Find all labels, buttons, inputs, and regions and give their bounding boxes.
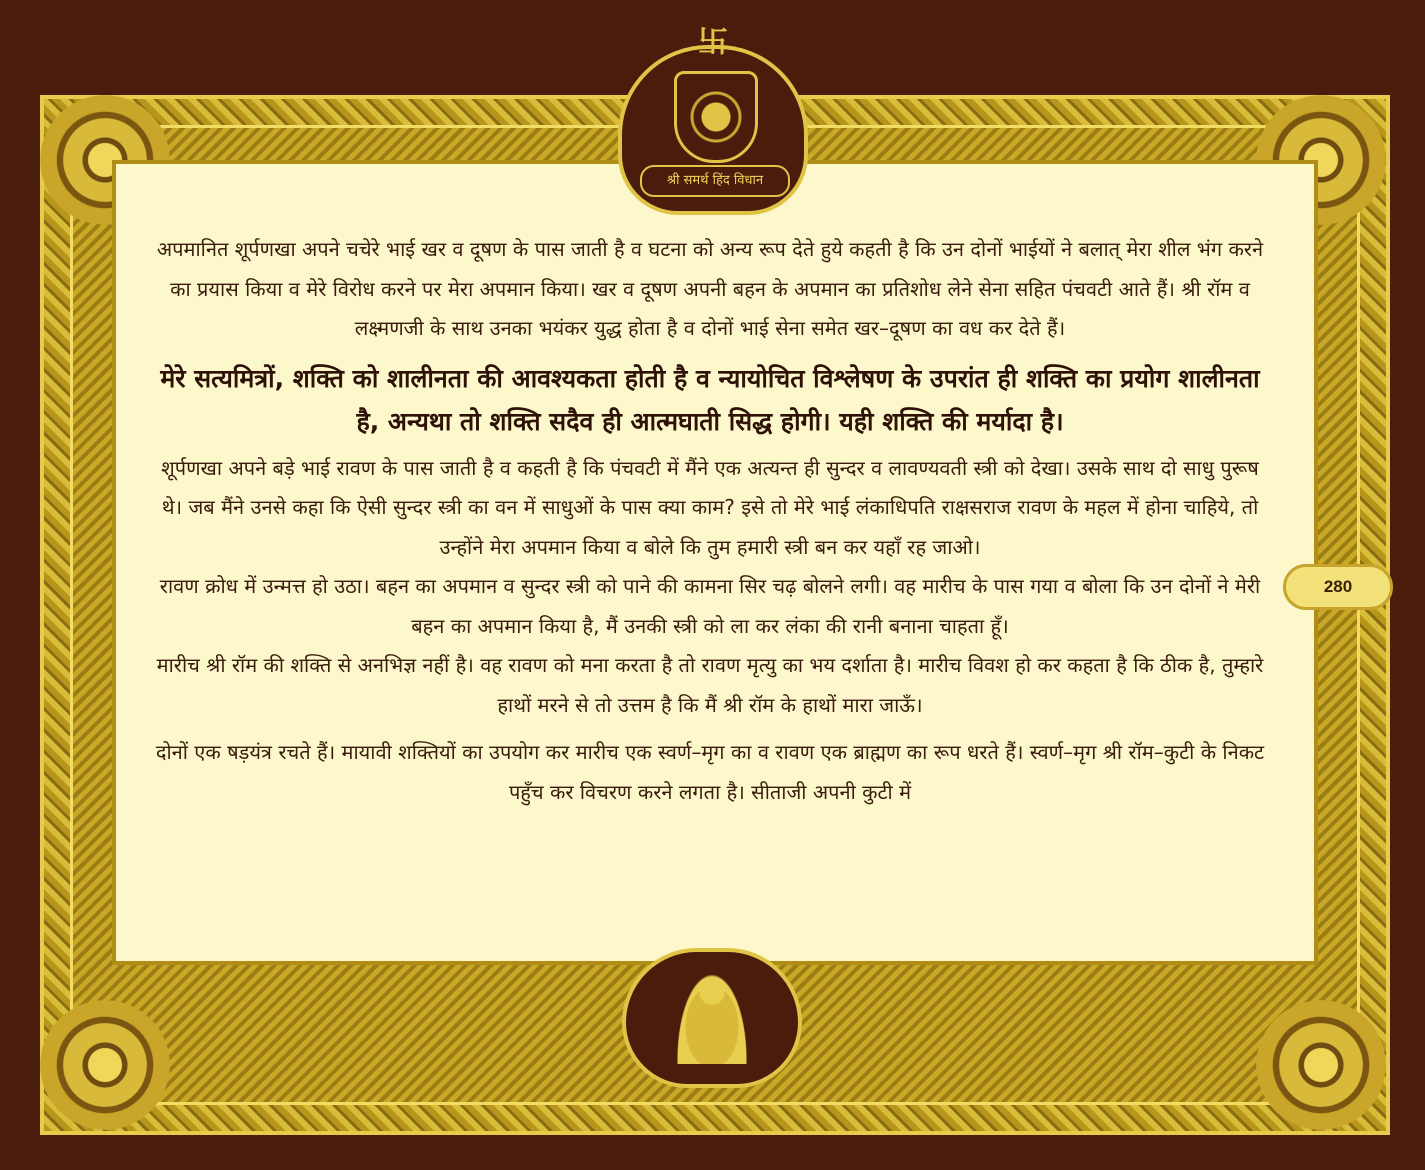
page-content	[150, 230, 1270, 812]
emblem-crest	[618, 25, 808, 215]
corner-ornament-bottom-left	[40, 1000, 170, 1130]
highlight-quote: मेरे सत्यमित्रों, शक्ति को शालीनता की आवश्यकता होती है व न्यायोचित विश्लेषण के उपरांत ही शक्ति का प्रयोग शालीनता है, अन्यथा तो शक्ति सदैव ही आत्मघाती सिद्ध होगी। यही शक्ति की मर्यादा है।	[160, 363, 1260, 436]
shield-icon	[674, 71, 758, 163]
paragraph-1: अपमानित शूर्पणखा अपने चचेरे भाई खर व दूषण के पास जाती है व घटना को अन्य रूप देते हुये कहती है कि उन दोनों भाईयों ने बलात् मेरा शील भंग करने का प्रयास किया व मेरे विरोध करने पर मेरा अपमान किया। खर व दूषण अपनी बहन के अपमान का प्रतिशोध लेने सेना सहित पंचवटी आते हैं। श्री रॉम व लक्ष्मणजी के साथ उनका भयंकर युद्ध होता है व दोनों भाई सेना समेत खर–दूषण का वध कर देते हैं।	[156, 237, 1264, 340]
paragraph-3: रावण क्रोध में उन्मत्त हो उठा। बहन का अपमान व सुन्दर स्त्री को पाने की कामना सिर चढ़ बोलने लगी। वह मारीच के पास गया व बोला कि उन दोनों ने मेरी बहन का अपमान किया है, मैं उनकी स्त्री को ला कर लंका की रानी बनाना चाहता हूँ।	[159, 574, 1261, 638]
swastika-icon: 卐	[698, 25, 728, 60]
emblem-ribbon-text: श्री समर्थ हिंद विधान	[640, 165, 790, 197]
corner-ornament-bottom-right	[1256, 1000, 1386, 1130]
page-number-badge: 280	[1283, 564, 1393, 610]
bottom-medallion	[622, 948, 802, 1088]
paragraph-4: मारीच श्री रॉम की शक्ति से अनभिज्ञ नहीं है। वह रावण को मना करता है तो रावण मृत्यु का भय दर्शाता है। मारीच विवश हो कर कहता है कि ठीक है, तुम्हारे हाथों मरने से तो उत्तम है कि मैं श्री रॉम के हाथों मारा जाऊँ।	[156, 653, 1264, 717]
lotus-figure-icon	[676, 972, 748, 1064]
paragraph-5: दोनों एक षड़यंत्र रचते हैं। मायावी शक्तियों का उपयोग कर मारीच एक स्वर्ण–मृग का व रावण एक ब्राह्मण का रूप धरते हैं। स्वर्ण–मृग श्री रॉम–कुटी के निकट पहुँच कर विचरण करने लगता है। सीताजी अपनी कुटी में	[155, 740, 1265, 804]
paragraph-2: शूर्पणखा अपने बड़े भाई रावण के पास जाती है व कहती है कि पंचवटी में मैंने एक अत्यन्त ही सुन्दर व लावण्यवती स्त्री को देखा। उसके साथ दो साधु पुरूष थे। जब मैंने उनसे कहा कि ऐसी सुन्दर स्त्री का वन में साधुओं के पास क्या काम? इसे तो मेरे भाई लंकाधिपति राक्षसराज रावण के महल में होना चाहिये, तो उन्होंने मेरा अपमान किया व बोले कि तुम हमारी स्त्री बन कर यहाँ रह जाओ।	[161, 455, 1259, 559]
paragraph-gap	[150, 725, 1270, 733]
